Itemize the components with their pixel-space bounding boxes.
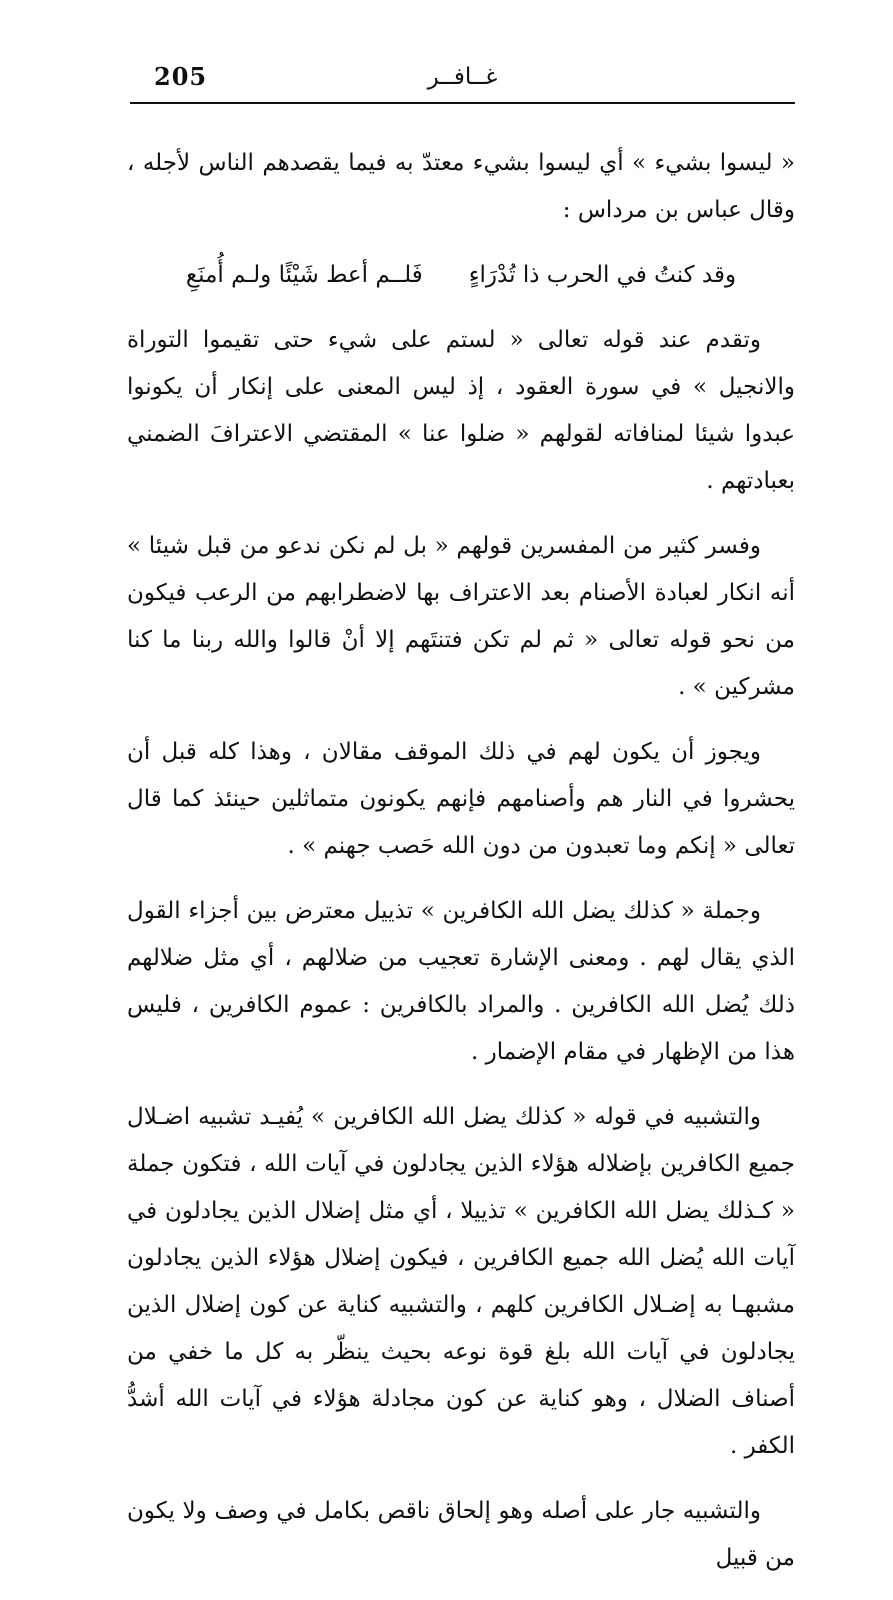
paragraph-4: ويجوز أن يكون لهم في ذلك الموقف مقالان ، وهذا كله قبل أن يحشروا في النار هم وأصنامهم فإنهم يكونون متماثلين حينئذ كما قال تعالى « إنكم وما تعبدون من دون الله حَصب جهنم » . — [127, 739, 795, 859]
verse-hemistich-first: وقد كنتُ في الحرب ذا تُدْرَاءٍ — [468, 262, 737, 288]
paragraph-5: وجملة « كذلك يضل الله الكافرين » تذييل معترض بين أجزاء القول الذي يقال لهم . ومعنى الإشارة تعجيب من ضلالهم ، أي مثل ضلالهم ذلك يُضل الله الكافرين . والمراد بالكافرين : عموم الكافرين ، فليس هذا من الإظهار في مقام الإضمار . — [127, 898, 795, 1065]
paragraph-2: وتقدم عند قوله تعالى « لستم على شيء حتى تقيموا التوراة والانجيل » في سورة العقود ، إذ ليس المعنى على إنكار أن يكونوا عبدوا شيئا لمنافاته لقولهم « ضلوا عنا » المقتضي الاعترافَ الضمني بعبادتهم . — [127, 327, 795, 494]
paragraph-3: وفسر كثير من المفسرين قولهم « بل لم نكن ندعو من قبل شيئا » أنه انكار لعبادة الأصنام بعد الاعتراف بها لاضطرابهم من الرعب فيكون من نحو قوله تعالى « ثم لم تكن فتنتَهم إلا أنْ قالوا والله ربنا ما كنا مشركين » . — [127, 533, 795, 700]
paragraph-6: والتشبيه في قوله « كذلك يضل الله الكافرين » يُفيـد تشبيه اضـلال جميع الكافرين بإضلاله هؤلاء الذين يجادلون في آيات الله ، فتكون جملة « كـذلك يضل الله الكافرين » تذييلا ، أي مثل إضلال الذين يجادلون في آيات الله يُضل الله جميع الكافرين ، فيكون إضلال هؤلاء الذين يجادلون مشبهـا به إضـلال الكافرين كلهم ، والتشبيه كناية عن كون إضلال الذين يجادلون في آيات الله بلغ قوة نوعه بحيث ينظّر به كل ما خفي من أصناف الضلال ، وهو كناية عن كون مجادلة هؤلاء في آيات الله أشدُّ الكفر . — [127, 1104, 795, 1459]
verse-hemistich-second: فَلــم أعط شَيْئًا ولـم أُمنَعِ — [185, 262, 423, 288]
poetry-verse — [127, 252, 795, 299]
header-rule — [130, 102, 795, 104]
paragraph-7: والتشبيه جار على أصله وهو إلحاق ناقص بكامل في وصف ولا يكون من قبيل — [127, 1498, 795, 1571]
page-number: 205 — [154, 62, 208, 91]
running-title: غــافــر — [427, 64, 498, 90]
body-text — [127, 140, 795, 1600]
page-header — [130, 58, 795, 104]
paragraph-1: « ليسوا بشيء » أي ليسوا بشيء معتدّ به فيما يقصدهم الناس لأجله ، وقال عباس بن مرداس : — [127, 150, 795, 223]
